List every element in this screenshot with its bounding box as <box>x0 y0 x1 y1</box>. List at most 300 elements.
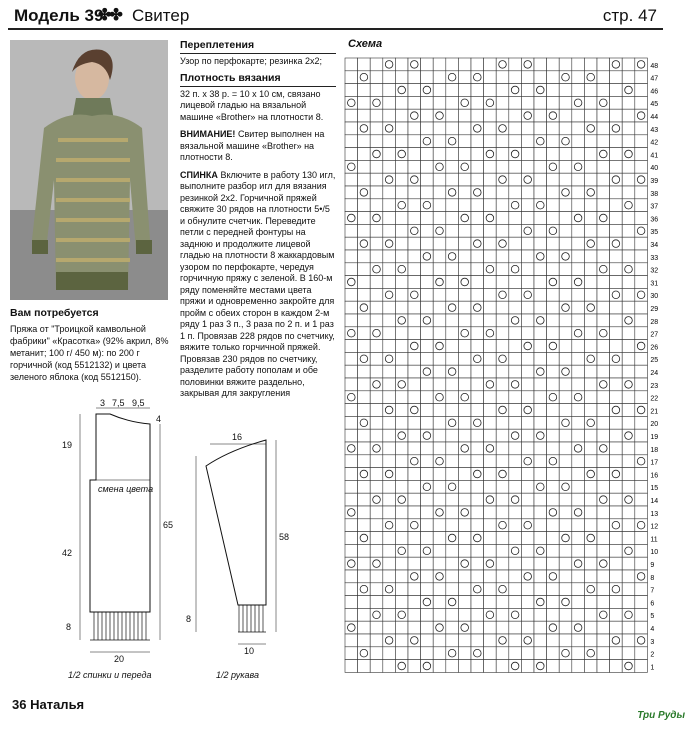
chart-cell <box>547 570 560 583</box>
chart-cell <box>433 288 446 301</box>
chart-cell <box>383 416 396 429</box>
chart-cell <box>635 314 648 327</box>
chart-cell <box>622 583 635 596</box>
chart-cell <box>408 480 421 493</box>
chart-cell <box>446 276 459 289</box>
chart-cell <box>521 58 534 71</box>
chart-cell <box>370 480 383 493</box>
chart-cell <box>635 455 648 468</box>
chart-cell <box>421 506 434 519</box>
chart-cell <box>446 583 459 596</box>
chart-cell <box>496 58 509 71</box>
chart-cell <box>559 71 572 84</box>
chart-cell <box>622 276 635 289</box>
chart-cell <box>458 276 471 289</box>
chart-cell <box>610 340 623 353</box>
chart-cell <box>458 378 471 391</box>
chart-cell <box>597 352 610 365</box>
chart-cell <box>408 596 421 609</box>
chart-cell <box>597 468 610 481</box>
chart-cell <box>433 429 446 442</box>
page-footer <box>12 697 84 712</box>
chart-cell <box>358 148 371 161</box>
chart-cell <box>345 378 358 391</box>
chart-cell <box>433 596 446 609</box>
chart-cell <box>509 212 522 225</box>
chart-cell <box>446 532 459 545</box>
chart-cell <box>521 621 534 634</box>
chart-cell <box>408 186 421 199</box>
chart-cell <box>547 148 560 161</box>
chart-cell <box>547 480 560 493</box>
chart-cell <box>458 429 471 442</box>
chart-cell <box>547 544 560 557</box>
chart-cell <box>610 634 623 647</box>
chart-cell <box>370 621 383 634</box>
chart-cell <box>471 493 484 506</box>
chart-cell <box>521 596 534 609</box>
chart-cell <box>584 109 597 122</box>
chart-cell <box>370 250 383 263</box>
chart-cell <box>408 173 421 186</box>
chart-cell <box>584 276 597 289</box>
chart-cell <box>509 404 522 417</box>
chart-cell <box>421 532 434 545</box>
chart-cell <box>610 544 623 557</box>
chart-cell <box>534 327 547 340</box>
chart-cell <box>395 634 408 647</box>
chart-cell <box>370 378 383 391</box>
chart-cell <box>484 544 497 557</box>
chart-cell <box>458 455 471 468</box>
materials-heading: Вам потребуется <box>10 307 99 319</box>
chart-cell <box>521 314 534 327</box>
chart-cell <box>610 416 623 429</box>
chart-cell <box>496 173 509 186</box>
chart-cell <box>345 212 358 225</box>
chart-cell <box>584 352 597 365</box>
chart-cell <box>421 250 434 263</box>
chart-cell <box>509 480 522 493</box>
chart-cell <box>458 480 471 493</box>
chart-cell <box>509 327 522 340</box>
chart-cell <box>584 199 597 212</box>
chart-cell <box>471 583 484 596</box>
chart-cell <box>622 109 635 122</box>
chart-cell <box>458 352 471 365</box>
chart-cell <box>547 327 560 340</box>
chart-cell <box>622 365 635 378</box>
chart-cell <box>547 340 560 353</box>
chart-cell <box>547 557 560 570</box>
chart-cell <box>484 532 497 545</box>
chart-cell <box>446 352 459 365</box>
chart-cell <box>458 570 471 583</box>
chart-cell <box>521 519 534 532</box>
chart-cell <box>521 365 534 378</box>
instructions-column <box>180 40 336 406</box>
chart-cell <box>572 480 585 493</box>
chart-cell <box>559 250 572 263</box>
chart-cell <box>345 365 358 378</box>
chart-cell <box>345 493 358 506</box>
chart-cell <box>622 506 635 519</box>
chart-cell <box>471 557 484 570</box>
chart-cell <box>572 212 585 225</box>
chart-cell <box>559 263 572 276</box>
chart-cell <box>383 621 396 634</box>
chart-cell <box>421 352 434 365</box>
chart-cell <box>584 122 597 135</box>
chart-cell <box>534 109 547 122</box>
chart-cell <box>408 647 421 660</box>
chart-cell <box>572 237 585 250</box>
chart-cell <box>509 506 522 519</box>
chart-cell <box>433 391 446 404</box>
chart-cell <box>370 148 383 161</box>
chart-cell <box>509 416 522 429</box>
chart-cell <box>408 532 421 545</box>
chart-cell <box>509 608 522 621</box>
chart-cell <box>458 506 471 519</box>
chart-cell <box>383 327 396 340</box>
chart-cell <box>370 224 383 237</box>
chart-cell <box>534 352 547 365</box>
chart-cell <box>597 96 610 109</box>
chart-cell <box>395 493 408 506</box>
chart-cell <box>408 570 421 583</box>
chart-cell <box>345 327 358 340</box>
chart-cell <box>584 148 597 161</box>
chart-cell <box>345 224 358 237</box>
chart-cell <box>458 135 471 148</box>
chart-cell <box>421 173 434 186</box>
chart-cell <box>635 109 648 122</box>
chart-cell <box>433 109 446 122</box>
chart-cell <box>597 327 610 340</box>
chart-cell <box>509 660 522 673</box>
chart-cell <box>635 519 648 532</box>
chart-cell <box>521 212 534 225</box>
chart-cell <box>345 608 358 621</box>
chart-cell <box>622 378 635 391</box>
chart-cell <box>572 135 585 148</box>
chart-cell <box>421 212 434 225</box>
chart-cell <box>446 378 459 391</box>
chart-cell <box>521 263 534 276</box>
chart-cell <box>433 557 446 570</box>
chart-cell <box>496 250 509 263</box>
chart-cell <box>471 621 484 634</box>
chart-cell <box>370 365 383 378</box>
chart-cell <box>358 96 371 109</box>
chart-cell <box>345 173 358 186</box>
chart-cell <box>358 404 371 417</box>
chart-cell <box>446 596 459 609</box>
chart-cell <box>597 71 610 84</box>
chart-cell <box>610 224 623 237</box>
chart-cell <box>433 352 446 365</box>
chart-cell <box>458 84 471 97</box>
chart-cell <box>471 365 484 378</box>
chart-cell <box>484 199 497 212</box>
front-top-label-3: 9,5 <box>132 398 145 408</box>
chart-cell <box>635 340 648 353</box>
sleeve-caption: 1/2 рукава <box>216 670 259 680</box>
chart-cell <box>572 519 585 532</box>
chart-cell <box>446 442 459 455</box>
chart-cell <box>584 442 597 455</box>
chart-cell <box>345 455 358 468</box>
chart-cell <box>635 557 648 570</box>
chart-cell <box>635 570 648 583</box>
chart-cell <box>471 570 484 583</box>
chart-cell <box>534 608 547 621</box>
chart-cell <box>484 608 497 621</box>
chart-cell <box>534 173 547 186</box>
chart-cell <box>408 237 421 250</box>
chart-cell <box>370 71 383 84</box>
chart-cell <box>458 301 471 314</box>
chart-cell <box>484 160 497 173</box>
chart-cell <box>572 109 585 122</box>
chart-cell <box>635 378 648 391</box>
chart-cell <box>597 263 610 276</box>
chart-cell <box>521 583 534 596</box>
front-total-length: 65 <box>163 520 174 530</box>
chart-cell <box>496 288 509 301</box>
chart-cell <box>471 404 484 417</box>
chart-cell <box>559 391 572 404</box>
chart-cell <box>559 621 572 634</box>
chart-cell <box>547 442 560 455</box>
chart-cell <box>471 148 484 161</box>
chart-cell <box>534 596 547 609</box>
chart-cell <box>597 480 610 493</box>
chart-cell <box>471 340 484 353</box>
chart-cell <box>395 96 408 109</box>
chart-cell <box>358 519 371 532</box>
chart-cell <box>358 493 371 506</box>
chart-cell <box>635 199 648 212</box>
chart-cell <box>383 480 396 493</box>
chart-cell <box>458 96 471 109</box>
chart-cell <box>635 301 648 314</box>
chart-cell <box>383 160 396 173</box>
chart-cell <box>572 224 585 237</box>
chart-cell <box>395 365 408 378</box>
chart-row-label: 29 <box>650 306 659 313</box>
chart-cell <box>534 160 547 173</box>
chart-cell <box>433 301 446 314</box>
chart-cell <box>496 519 509 532</box>
chart-cell <box>471 199 484 212</box>
site-logo: Три Руды <box>637 710 685 721</box>
chart-cell <box>572 199 585 212</box>
chart-cell <box>547 301 560 314</box>
chart-cell <box>358 621 371 634</box>
chart-cell <box>408 557 421 570</box>
chart-cell <box>584 263 597 276</box>
chart-cell <box>484 186 497 199</box>
chart-cell <box>358 634 371 647</box>
chart-cell <box>370 58 383 71</box>
chart-cell <box>408 250 421 263</box>
chart-cell <box>446 570 459 583</box>
chart-cell <box>370 442 383 455</box>
chart-cell <box>358 416 371 429</box>
chart-cell <box>358 544 371 557</box>
chart-cell <box>370 160 383 173</box>
chart-cell <box>597 634 610 647</box>
chart-cell <box>597 429 610 442</box>
chart-cell <box>584 621 597 634</box>
chart-cell <box>622 148 635 161</box>
chart-cell <box>547 173 560 186</box>
chart-cell <box>471 327 484 340</box>
chart-cell <box>597 276 610 289</box>
chart-cell <box>635 429 648 442</box>
chart-cell <box>433 276 446 289</box>
chart-cell <box>358 570 371 583</box>
chart-cell <box>383 224 396 237</box>
chart-cell <box>597 557 610 570</box>
chart-cell <box>610 506 623 519</box>
chart-cell <box>496 647 509 660</box>
chart-cell <box>421 301 434 314</box>
chart-cell <box>383 237 396 250</box>
chart-cell <box>484 224 497 237</box>
chart-cell <box>358 455 371 468</box>
chart-cell <box>484 58 497 71</box>
chart-cell <box>484 455 497 468</box>
chart-cell <box>408 276 421 289</box>
chart-cell <box>584 429 597 442</box>
chart-cell <box>471 186 484 199</box>
chart-cell <box>408 455 421 468</box>
chart-cell <box>622 660 635 673</box>
chart-cell <box>471 212 484 225</box>
chart-cell <box>521 480 534 493</box>
materials-section <box>10 307 170 383</box>
chart-cell <box>509 340 522 353</box>
chart-cell <box>421 58 434 71</box>
chart-cell <box>383 608 396 621</box>
chart-cell <box>622 404 635 417</box>
chart-cell <box>408 212 421 225</box>
chart-cell <box>521 186 534 199</box>
chart-cell <box>471 532 484 545</box>
chart-cell <box>383 250 396 263</box>
chart-cell <box>635 660 648 673</box>
chart-cell <box>610 237 623 250</box>
chart-cell <box>345 263 358 276</box>
chart-cell <box>370 109 383 122</box>
chart-cell <box>471 519 484 532</box>
chart-cell <box>496 416 509 429</box>
chart-cell <box>534 506 547 519</box>
chart-cell <box>383 583 396 596</box>
chart-row-label: 10 <box>650 549 659 557</box>
chart-cell <box>370 519 383 532</box>
chart-cell <box>597 224 610 237</box>
front-armhole-height: 19 <box>62 440 73 450</box>
chart-cell <box>471 429 484 442</box>
chart-cell <box>559 455 572 468</box>
chart-cell <box>610 96 623 109</box>
chart-cell <box>421 365 434 378</box>
chart-cell <box>597 493 610 506</box>
chart-cell <box>484 429 497 442</box>
chart-cell <box>421 314 434 327</box>
chart-cell <box>559 532 572 545</box>
chart-cell <box>509 352 522 365</box>
chart-cell <box>370 276 383 289</box>
chart-cell <box>395 84 408 97</box>
chart-cell <box>584 506 597 519</box>
chart-cell <box>395 160 408 173</box>
color-change-label: смена цвета <box>98 484 154 494</box>
chart-cell <box>610 378 623 391</box>
chart-row-label: 14 <box>650 498 659 505</box>
chart-cell <box>597 186 610 199</box>
chart-cell <box>370 135 383 148</box>
chart-cell <box>383 71 396 84</box>
chart-cell <box>584 570 597 583</box>
chart-cell <box>446 404 459 417</box>
chart-cell <box>521 148 534 161</box>
chart-cell <box>471 480 484 493</box>
chart-cell <box>559 468 572 481</box>
chart-cell <box>458 186 471 199</box>
chart-cell <box>484 84 497 97</box>
chart-cell <box>584 340 597 353</box>
chart-cell <box>421 429 434 442</box>
chart-cell <box>584 186 597 199</box>
chart-cell <box>395 199 408 212</box>
chart-cell <box>496 301 509 314</box>
chart-cell <box>610 660 623 673</box>
chart-cell <box>509 493 522 506</box>
chart-cell <box>584 71 597 84</box>
chart-cell <box>345 442 358 455</box>
footer-magazine: Наталья <box>30 697 85 712</box>
chart-cell <box>458 122 471 135</box>
chart-cell <box>395 416 408 429</box>
chart-cell <box>345 429 358 442</box>
chart-cell <box>383 135 396 148</box>
chart-cell <box>610 199 623 212</box>
front-ribbing <box>90 612 150 640</box>
chart-cell <box>395 352 408 365</box>
chart-cell <box>584 583 597 596</box>
chart-cell <box>484 634 497 647</box>
chart-cell <box>471 378 484 391</box>
chart-cell <box>534 288 547 301</box>
chart-cell <box>358 391 371 404</box>
back-label: СПИНКА <box>180 169 218 180</box>
chart-cell <box>383 173 396 186</box>
chart-row-label: 16 <box>650 472 659 480</box>
chart-cell <box>572 429 585 442</box>
chart-cell <box>559 570 572 583</box>
chart-cell <box>509 583 522 596</box>
chart-cell <box>509 96 522 109</box>
chart-cell <box>408 468 421 481</box>
attention-text: Свитер выполнен на вязальной машине «Brother» на плотности 8. <box>180 129 325 162</box>
chart-cell <box>383 212 396 225</box>
chart-cell <box>534 583 547 596</box>
